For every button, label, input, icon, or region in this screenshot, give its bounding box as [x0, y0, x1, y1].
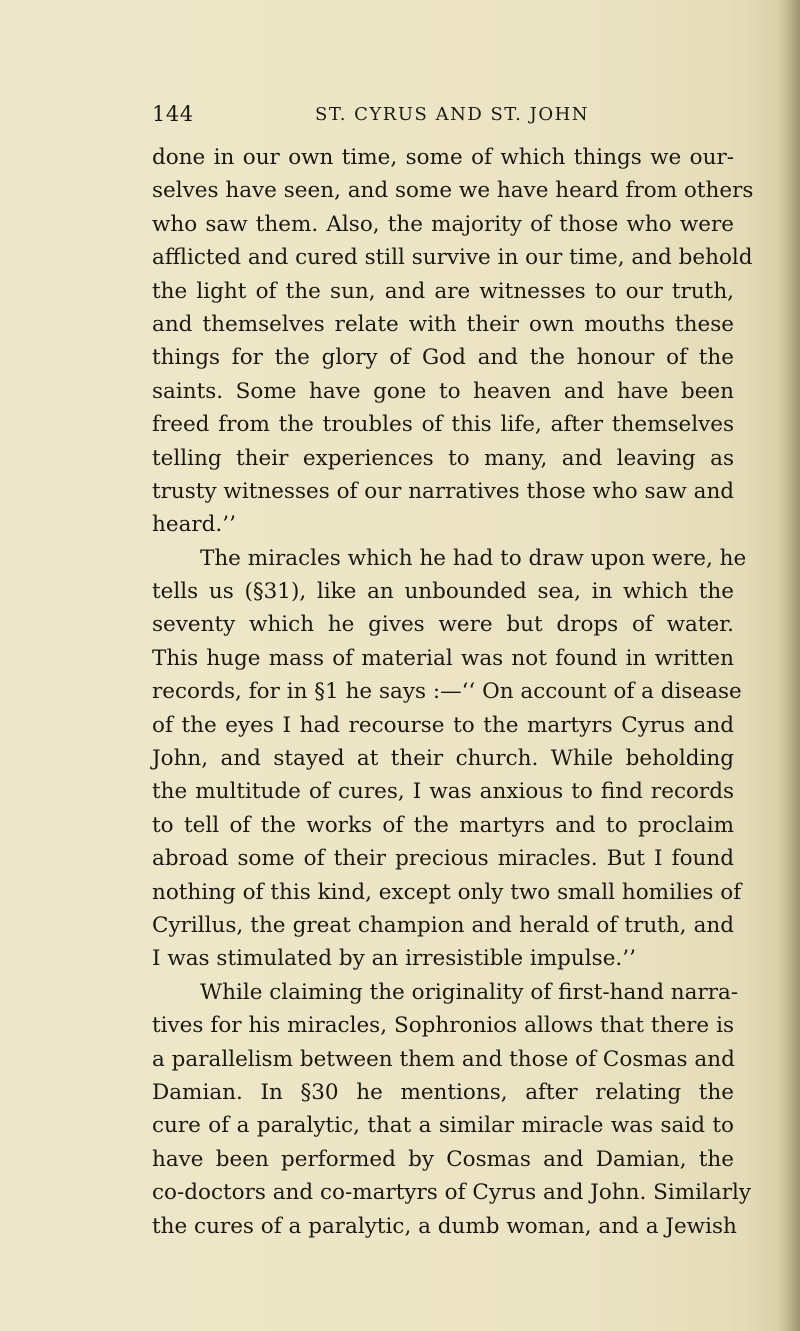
text-line: of the eyes I had recourse to the martyrs Cyrus and: [152, 712, 734, 738]
text-line: freed from the troubles of this life, after themselves: [152, 412, 734, 438]
text-line: the light of the sun, and are witnesses to our truth,: [152, 278, 734, 304]
text-line: things for the glory of God and the honour of the: [152, 345, 734, 371]
paragraph-start-line: The miracles which he had to draw upon were, he: [200, 545, 747, 571]
text-line: records, for in §1 he says :—‘‘ On account of a disease: [152, 679, 742, 705]
text-line: Cyrillus, the great champion and herald of truth, and: [152, 912, 734, 938]
text-line: have been performed by Cosmas and Damian, the: [152, 1146, 734, 1172]
text-line: co-doctors and co-martyrs of Cyrus and John. Similarly: [152, 1180, 752, 1206]
text-line: seventy which he gives were but drops of water.: [152, 612, 734, 638]
text-line: nothing of this kind, except only two small homilies of: [152, 879, 742, 905]
text-line: and themselves relate with their own mouths these: [152, 311, 734, 337]
paragraph-end-line: I was stimulated by an irresistible impulse.’’: [152, 946, 636, 972]
paragraph-start-line: While claiming the originality of first-hand narra-: [200, 979, 739, 1005]
text-line: tives for his miracles, Sophronios allows that there is: [152, 1013, 734, 1039]
text-line: trusty witnesses of our narratives those who saw and: [152, 478, 735, 504]
text-line: cure of a paralytic, that a similar miracle was said to: [152, 1113, 734, 1139]
page-number: 144: [152, 102, 194, 126]
page-edge-shadow: [778, 0, 800, 1331]
text-line: Damian. In §30 he mentions, after relating the: [152, 1079, 734, 1105]
text-line: abroad some of their precious miracles. But I found: [152, 846, 734, 872]
text-line: John, and stayed at their church. While beholding: [152, 746, 734, 772]
paragraph-end-line: heard.’’: [152, 512, 236, 538]
text-line: who saw them. Also, the majority of those who were: [152, 211, 734, 237]
text-line: telling their experiences to many, and leaving as: [152, 445, 734, 471]
text-line: saints. Some have gone to heaven and have been: [152, 378, 734, 404]
text-line: tells us (§31), like an unbounded sea, in which the: [152, 579, 734, 605]
text-line: the multitude of cures, I was anxious to find records: [152, 779, 734, 805]
text-line: selves have seen, and some we have heard from others: [152, 178, 754, 204]
body-text: [152, 141, 754, 1243]
text-line: afflicted and cured still survive in our time, and behold: [152, 245, 753, 271]
text-line: the cures of a paralytic, a dumb woman, and a Jewish: [152, 1213, 737, 1239]
text-line: a parallelism between them and those of Cosmas and: [152, 1046, 735, 1072]
running-title: ST. CYRUS AND ST. JOHN: [315, 104, 590, 125]
text-line: to tell of the works of the martyrs and to proclaim: [152, 812, 734, 838]
text-line: done in our own time, some of which things we our-: [152, 145, 734, 170]
running-head: [152, 102, 734, 134]
text-line: This huge mass of material was not found in written: [152, 645, 734, 671]
